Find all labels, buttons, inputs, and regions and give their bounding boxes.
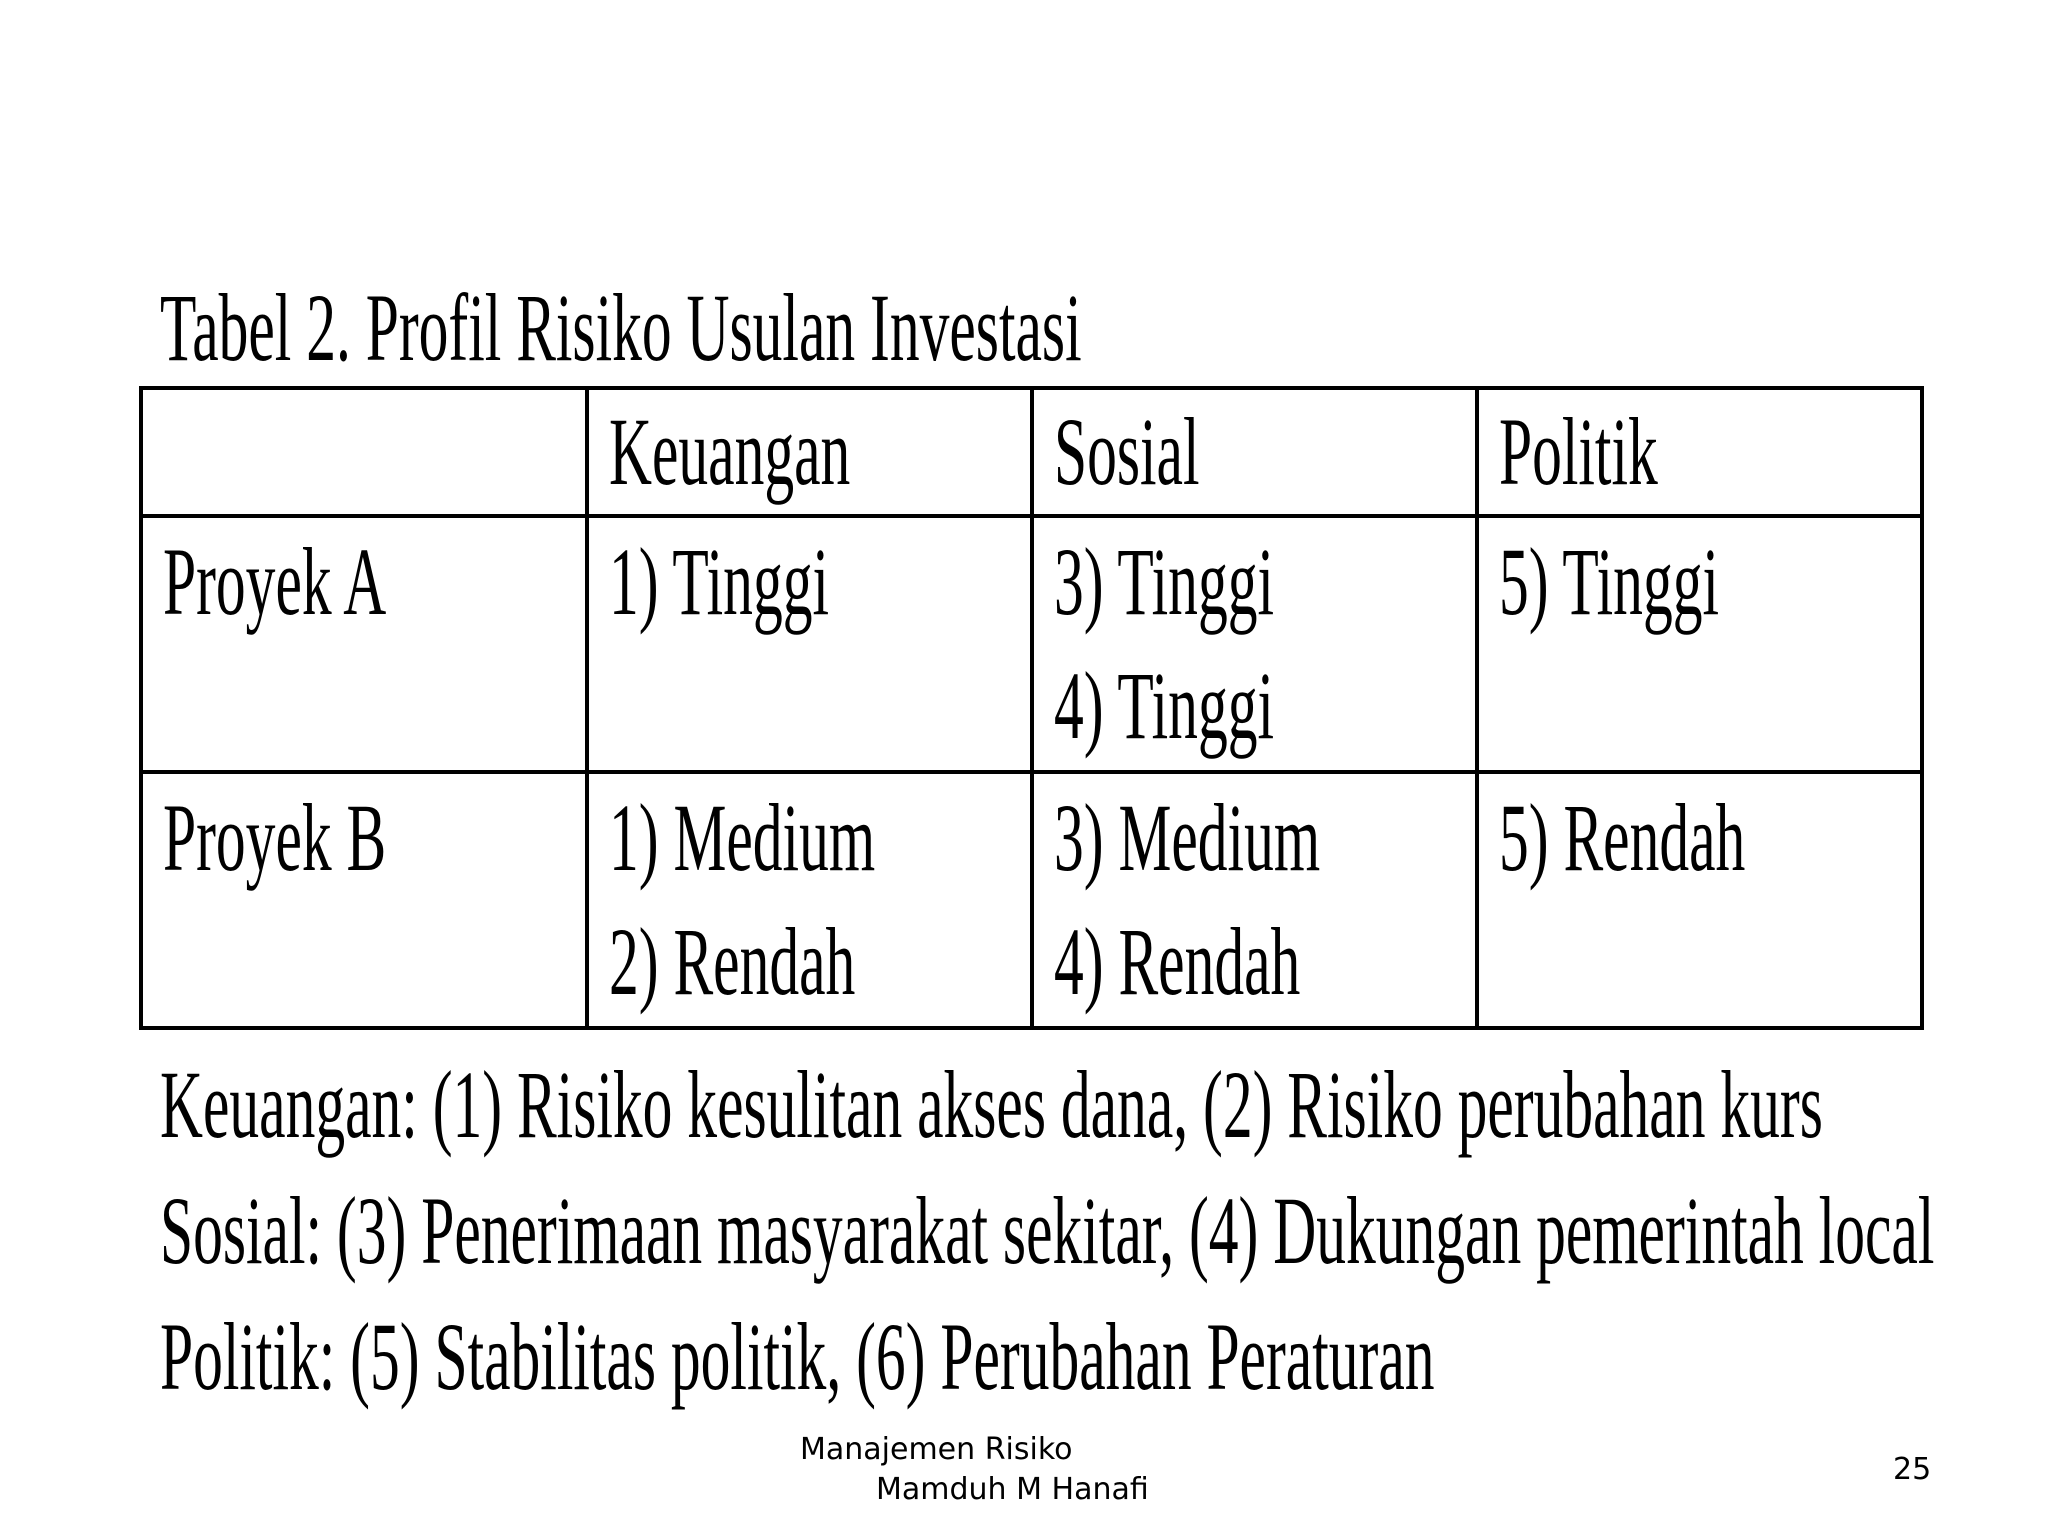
cell-proyek-a-politik [1477, 516, 1922, 772]
cell-value: 2) Rendah [609, 908, 856, 1015]
cell-proyek-a-sosial [1032, 516, 1477, 772]
cell-value: 1) Medium [609, 784, 876, 891]
cell-proyek-b-sosial [1032, 772, 1477, 1028]
cell-value: 4) Tinggi [1054, 652, 1275, 759]
cell-proyek-b-keuangan [587, 772, 1032, 1028]
cell-value: 3) Tinggi [1054, 528, 1275, 635]
cell-proyek-a-keuangan [587, 516, 1032, 772]
page-number: 25 [1893, 1452, 1932, 1487]
table-notes [160, 1042, 2048, 1420]
note-sosial: Sosial: (3) Penerimaan masyarakat sekitar, (4) Dukungan pemerintah local [160, 1177, 1935, 1284]
note-politik: Politik: (5) Stabilitas politik, (6) Perubahan Peraturan [160, 1303, 1435, 1410]
row-label-proyek-b: Proyek B [141, 772, 587, 1028]
footer-course-title: Manajemen Risiko [800, 1432, 1073, 1467]
table-row-proyek-b [141, 772, 1922, 1028]
table-row-proyek-a [141, 516, 1922, 772]
header-cell-keuangan: Keuangan [587, 388, 1032, 516]
header-cell-empty [141, 388, 587, 516]
header-cell-politik: Politik [1477, 388, 1922, 516]
note-keuangan: Keuangan: (1) Risiko kesulitan akses dana, (2) Risiko perubahan kurs [160, 1051, 1823, 1158]
cell-value: 1) Tinggi [609, 528, 830, 635]
cell-value: 3) Medium [1054, 784, 1321, 891]
cell-value: 5) Tinggi [1499, 528, 1720, 635]
table-header-row [141, 388, 1922, 516]
cell-value: 4) Rendah [1054, 908, 1301, 1015]
footer-author: Mamduh M Hanafi [876, 1472, 1149, 1507]
header-cell-sosial: Sosial [1032, 388, 1477, 516]
slide-footer [800, 1430, 1149, 1510]
cell-proyek-b-politik [1477, 772, 1922, 1028]
table-title: Tabel 2. Profil Risiko Usulan Investasi [160, 274, 1082, 381]
risk-profile-table [139, 386, 1924, 1030]
row-label-proyek-a: Proyek A [141, 516, 587, 772]
cell-value: 5) Rendah [1499, 784, 1746, 891]
